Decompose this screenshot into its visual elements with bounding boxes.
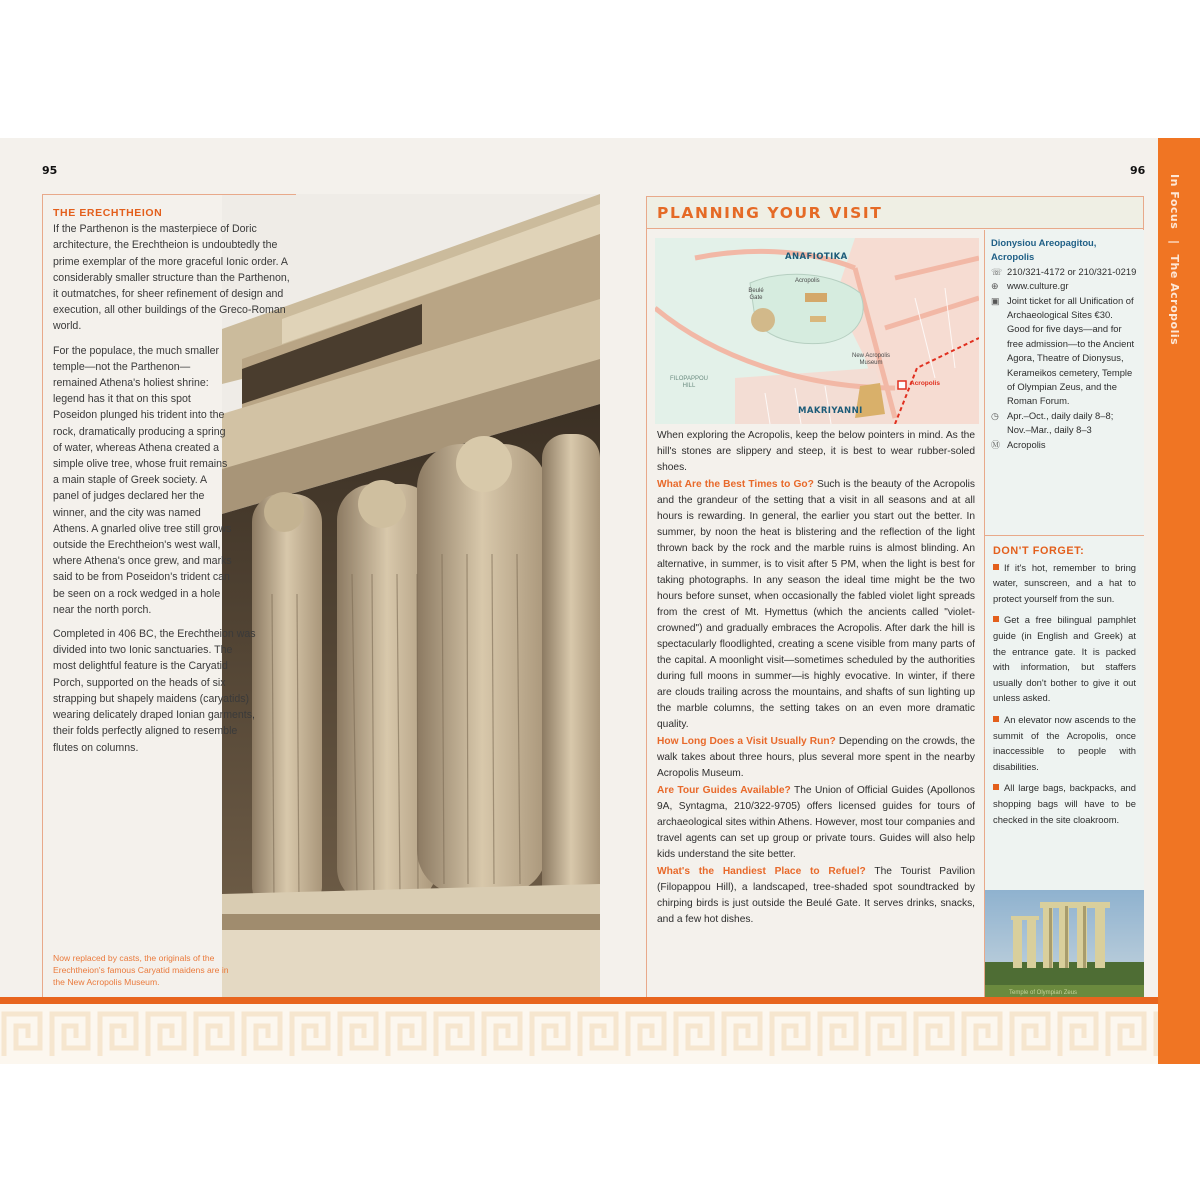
bullet-icon — [993, 716, 999, 722]
erechtheion-article — [42, 194, 296, 1000]
info-ticket-row — [991, 294, 1138, 409]
clock-icon: ◷ — [991, 410, 999, 421]
bullet-icon — [993, 784, 999, 790]
qa-item-1 — [657, 477, 975, 733]
qa-question-1: What Are the Best Times to Go? — [657, 479, 814, 490]
qa-answer-1: Such is the beauty of the Acropolis and the grandeur of the setting that a visit in all seasons and at all hours is rewarding. In general, the earlier you start out the better. In summer, by noon the heat is blistering and the reflection of the light thrown back by the rock and the marble ruins is almost blinding. An alternative, in summer, is to visit after 5 PM, when the light is best for taking photographs. In any season the ideal time might be the two hours before sunset, when occasionally the fabled violet light spreads from the crest of Mt. Hymettus (which the ancients called "violet-crowned") and gradually embraces the Acropolis. After dark the hill is spectacularly floodlighted, creating a scene visible from many parts of the capital. A moonlight visit—sometimes scheduled by the authorities during full moons in summer—is highly evocative. In winter, if there are clouds trailing across the mountains, and shafts of sun lighting up the marble columns, the setting takes on an even more dramatic quality. — [657, 479, 975, 730]
bullet-icon — [993, 616, 999, 622]
map-label-makriyanni: MAKRIYANNI — [798, 406, 863, 416]
page-number-right: 96 — [1130, 164, 1146, 177]
planning-your-visit-box — [646, 196, 1144, 1002]
dont-forget-item-2: Get a free bilingual pamphlet guide (in English and Greek) at the entrance gate. It is packed with information, but staffers usually don't bother to give it out unless asked. — [993, 614, 1136, 704]
phone-icon: ☏ — [991, 266, 1003, 277]
info-hours: Apr.–Oct., daily daily 8–8; Nov.–Mar., daily 8–3 — [1007, 409, 1114, 436]
planning-intro: When exploring the Acropolis, keep the below pointers in mind. As the hill's stones are slippery and steep, it is best to wear rubber-soled shoes. — [657, 430, 975, 473]
caryatid-figure-4 — [542, 434, 600, 914]
dont-forget-title: DON'T FORGET: — [993, 545, 1085, 557]
map-label-filopappou-hill: FILOPAPPOU HILL — [670, 376, 708, 389]
map-label-new-acropolis-museum: New Acropolis Museum — [851, 353, 890, 366]
planning-text — [657, 428, 975, 929]
qa-question-3: Are Tour Guides Available? — [657, 785, 791, 796]
article-paragraph-2: For the populace, the much smaller temple—not the Parthenon—remained Athena's holiest shrine: legend has it that on this spot Poseidon plunged his trident into the rock, dramatically producing a spring of water, whereas Athena created a simple olive tree, whose fruit remains a main staple of Greek society. A panel of judges declared her the winner, and the city was named Athens. A gnarled olive tree still grows outside the Erechtheion's west wall, where Athena's once grew, and marks said to be from Poseidon's trident can be seen on a rock wedged in a hole near the north porch. — [53, 344, 232, 616]
ticket-icon: ▣ — [991, 295, 1000, 306]
qa-question-2: How Long Does a Visit Usually Run? — [657, 736, 836, 747]
side-tab-text — [1168, 174, 1181, 345]
metro-icon: Ⓜ — [991, 439, 1001, 450]
planning-title: PLANNING YOUR VISIT — [657, 204, 883, 222]
article-paragraph-1: If the Parthenon is the masterpiece of Doric architecture, the Erechtheion is undoubtedly the prime exemplar of the more graceful Ionic order. A considerably smaller structure than the Parthenon, it outmatches, for sheer refinement of design and execution, all other buildings of the Greco-Roman world. — [53, 223, 290, 333]
info-hours-row — [991, 409, 1138, 438]
side-tab-topic: The Acropolis — [1168, 254, 1181, 346]
article-heading: THE ERECHTHEION — [53, 207, 163, 219]
qa-answer-4: The Tourist Pavilion (Filopappou Hill), a landscaped, tree-shaded spot soundtracked by chirping birds is just outside the Beulé Gate. It serves drinks, snacks, and a few hot dishes. — [657, 866, 975, 925]
article-paragraph-3: Completed in 406 BC, the Erechtheion was divided into two Ionic sanctuaries. The most delightful feature is the Caryatid Porch, supported on the heads of six strapping but shapely maidens (caryatids) wearing delicately draped Ionian garments, their folds perfectly aligned to resemble flutes on columns. — [53, 628, 256, 754]
dont-forget-box — [985, 535, 1144, 833]
qa-question-4: What's the Handiest Place to Refuel? — [657, 866, 866, 877]
side-tab-separator: | — [1168, 239, 1181, 245]
info-phone: 210/321-4172 or 210/321-0219 — [1007, 265, 1137, 277]
acropolis-map — [655, 238, 979, 424]
info-metro: Acropolis — [1007, 438, 1046, 450]
section-side-tab — [1158, 138, 1200, 1064]
greek-key-border — [0, 1004, 1158, 1064]
planning-sidebar — [984, 230, 1144, 1002]
info-metro-row — [991, 438, 1138, 452]
info-web-row — [991, 279, 1138, 293]
map-label-metro-acropolis: Acropolis — [910, 380, 940, 387]
qa-item-2 — [657, 734, 975, 782]
info-phone-row — [991, 265, 1138, 279]
qa-answer-3: The Union of Official Guides (Apollonos 9A, Syntagma, 210/322-9705) offers licensed guides for tours of archaeological sites within Athens. However, most tour companies and travel agents can set up group or private tours. Guides will also help kids understand the site better. — [657, 785, 975, 860]
dont-forget-item-4: All large bags, backpacks, and shopping bags will have to be checked in the site cloakroom. — [993, 782, 1136, 825]
qa-answer-2: Depending on the crowds, the walk takes about three hours, plus several more spent in the nearby Acropolis Museum. — [657, 736, 975, 779]
bullet-icon — [993, 564, 999, 570]
planning-header — [647, 197, 1143, 229]
qa-item-3 — [657, 783, 975, 863]
photo-caption: Now replaced by casts, the originals of the Erechtheion's famous Caryatid maidens are in the New Acropolis Museum. — [53, 953, 229, 987]
temple-illustration — [985, 890, 1144, 1002]
side-tab-section: In Focus — [1168, 174, 1181, 230]
map-label-anafiotika: ANAFIOTIKA — [785, 252, 848, 262]
info-address: Dionysiou Areopagitou, Acropolis — [991, 237, 1097, 263]
orange-divider-rule — [0, 997, 1158, 1004]
map-label-beule-gate: Beulé Gate — [748, 288, 764, 301]
map-graphic — [655, 238, 979, 424]
temple-caption: Temple of Olympian Zeus — [1009, 990, 1078, 996]
qa-item-4 — [657, 864, 975, 928]
caryatid-figure-3 — [417, 436, 547, 894]
dont-forget-item-3: An elevator now ascends to the summit of the Acropolis, once inaccessible to people with disabilities. — [993, 713, 1136, 772]
info-ticket: Joint ticket for all Unification of Archaeological Sites €30. Good for five days—and for free admission—to the Ancient Agora, Theatre of Dionysus, Kerameikos cemetery, Temple of Olympian Zeus, and the Roman Forum. — [1007, 294, 1135, 407]
greek-key-pattern — [0, 1004, 1158, 1064]
map-label-acropolis: Acropolis — [795, 278, 820, 284]
temple-of-zeus-photo — [985, 890, 1144, 1002]
visitor-info — [985, 230, 1144, 452]
web-icon: ⊕ — [991, 281, 999, 292]
planning-main-column — [647, 230, 983, 1002]
book-spread — [0, 138, 1200, 1064]
page-number-left: 95 — [42, 164, 58, 177]
info-web[interactable]: www.culture.gr — [1007, 280, 1069, 292]
dont-forget-item-1: If it's hot, remember to bring water, sunscreen, and a hat to protect yourself from the sun. — [993, 561, 1136, 604]
